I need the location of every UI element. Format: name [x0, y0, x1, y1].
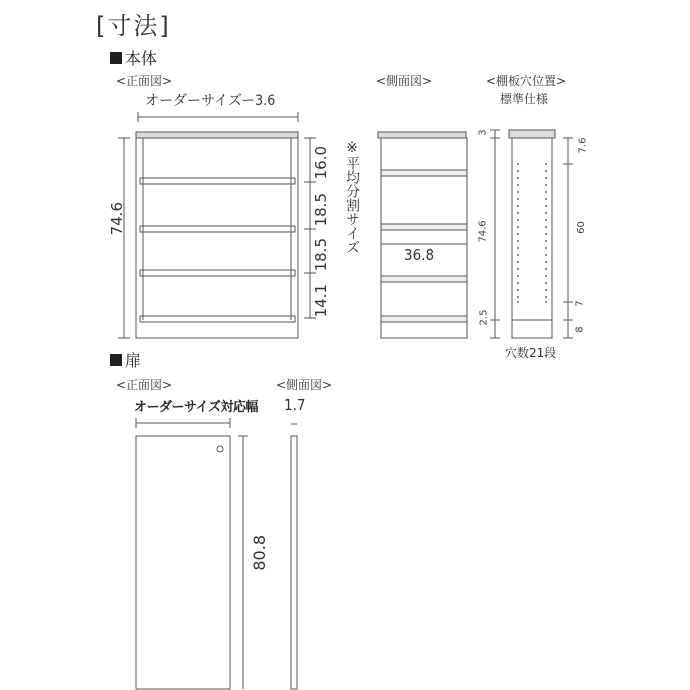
door-front-outline — [136, 436, 230, 689]
hole-top-offset: 3 — [477, 129, 489, 136]
hole-total-height: 74.6 — [477, 220, 489, 243]
hole-bottom-offset: 2.5 — [478, 309, 490, 326]
body-front-label: <正面図> — [116, 74, 173, 88]
body-order-width: オーダーサイズー3.6 — [145, 93, 276, 109]
body-section-heading: 本体 — [110, 46, 157, 69]
hole-count: 穴数21段 — [505, 346, 557, 360]
hole-top-margin: 7.6 — [577, 137, 589, 154]
shelf-dim-4: 14.1 — [312, 284, 330, 318]
hole-base-height: 8 — [574, 326, 586, 333]
shelf-dim-2: 18.5 — [312, 193, 330, 227]
door-front-label: <正面図> — [116, 378, 173, 392]
side-view-label: <側面図> — [376, 74, 433, 88]
shelf-1 — [140, 178, 295, 184]
body-front-outline — [136, 132, 298, 338]
avg-division-note: ※平均分割サイズ — [344, 140, 360, 254]
door-side-outline — [291, 436, 297, 689]
body-height-dim: 74.6 — [108, 202, 126, 236]
shelf-holes — [517, 163, 547, 303]
side-top — [378, 132, 466, 138]
side-depth-dim: 36.8 — [404, 246, 435, 264]
shelf-3 — [140, 270, 295, 276]
door-order-width: オーダーサイズ対応幅 — [134, 400, 258, 415]
shelf-dim-3: 18.5 — [312, 238, 330, 272]
page-title: [寸法] — [96, 12, 171, 40]
hole-bottom-margin: 7 — [574, 300, 586, 307]
hole-view-sublabel: 標準仕様 — [500, 92, 549, 106]
door-thickness: 1.7 — [284, 396, 306, 414]
hole-span: 60 — [575, 221, 587, 234]
shelf-4 — [140, 316, 295, 322]
door-height-dim: 80.8 — [250, 535, 269, 571]
shelf-2 — [140, 226, 295, 232]
shelf-dim-1: 16.0 — [312, 146, 330, 180]
door-side-label: <側面図> — [276, 378, 333, 392]
hole-view-label: <棚板穴位置> — [486, 74, 567, 88]
door-section-heading: 扉 — [110, 348, 141, 371]
